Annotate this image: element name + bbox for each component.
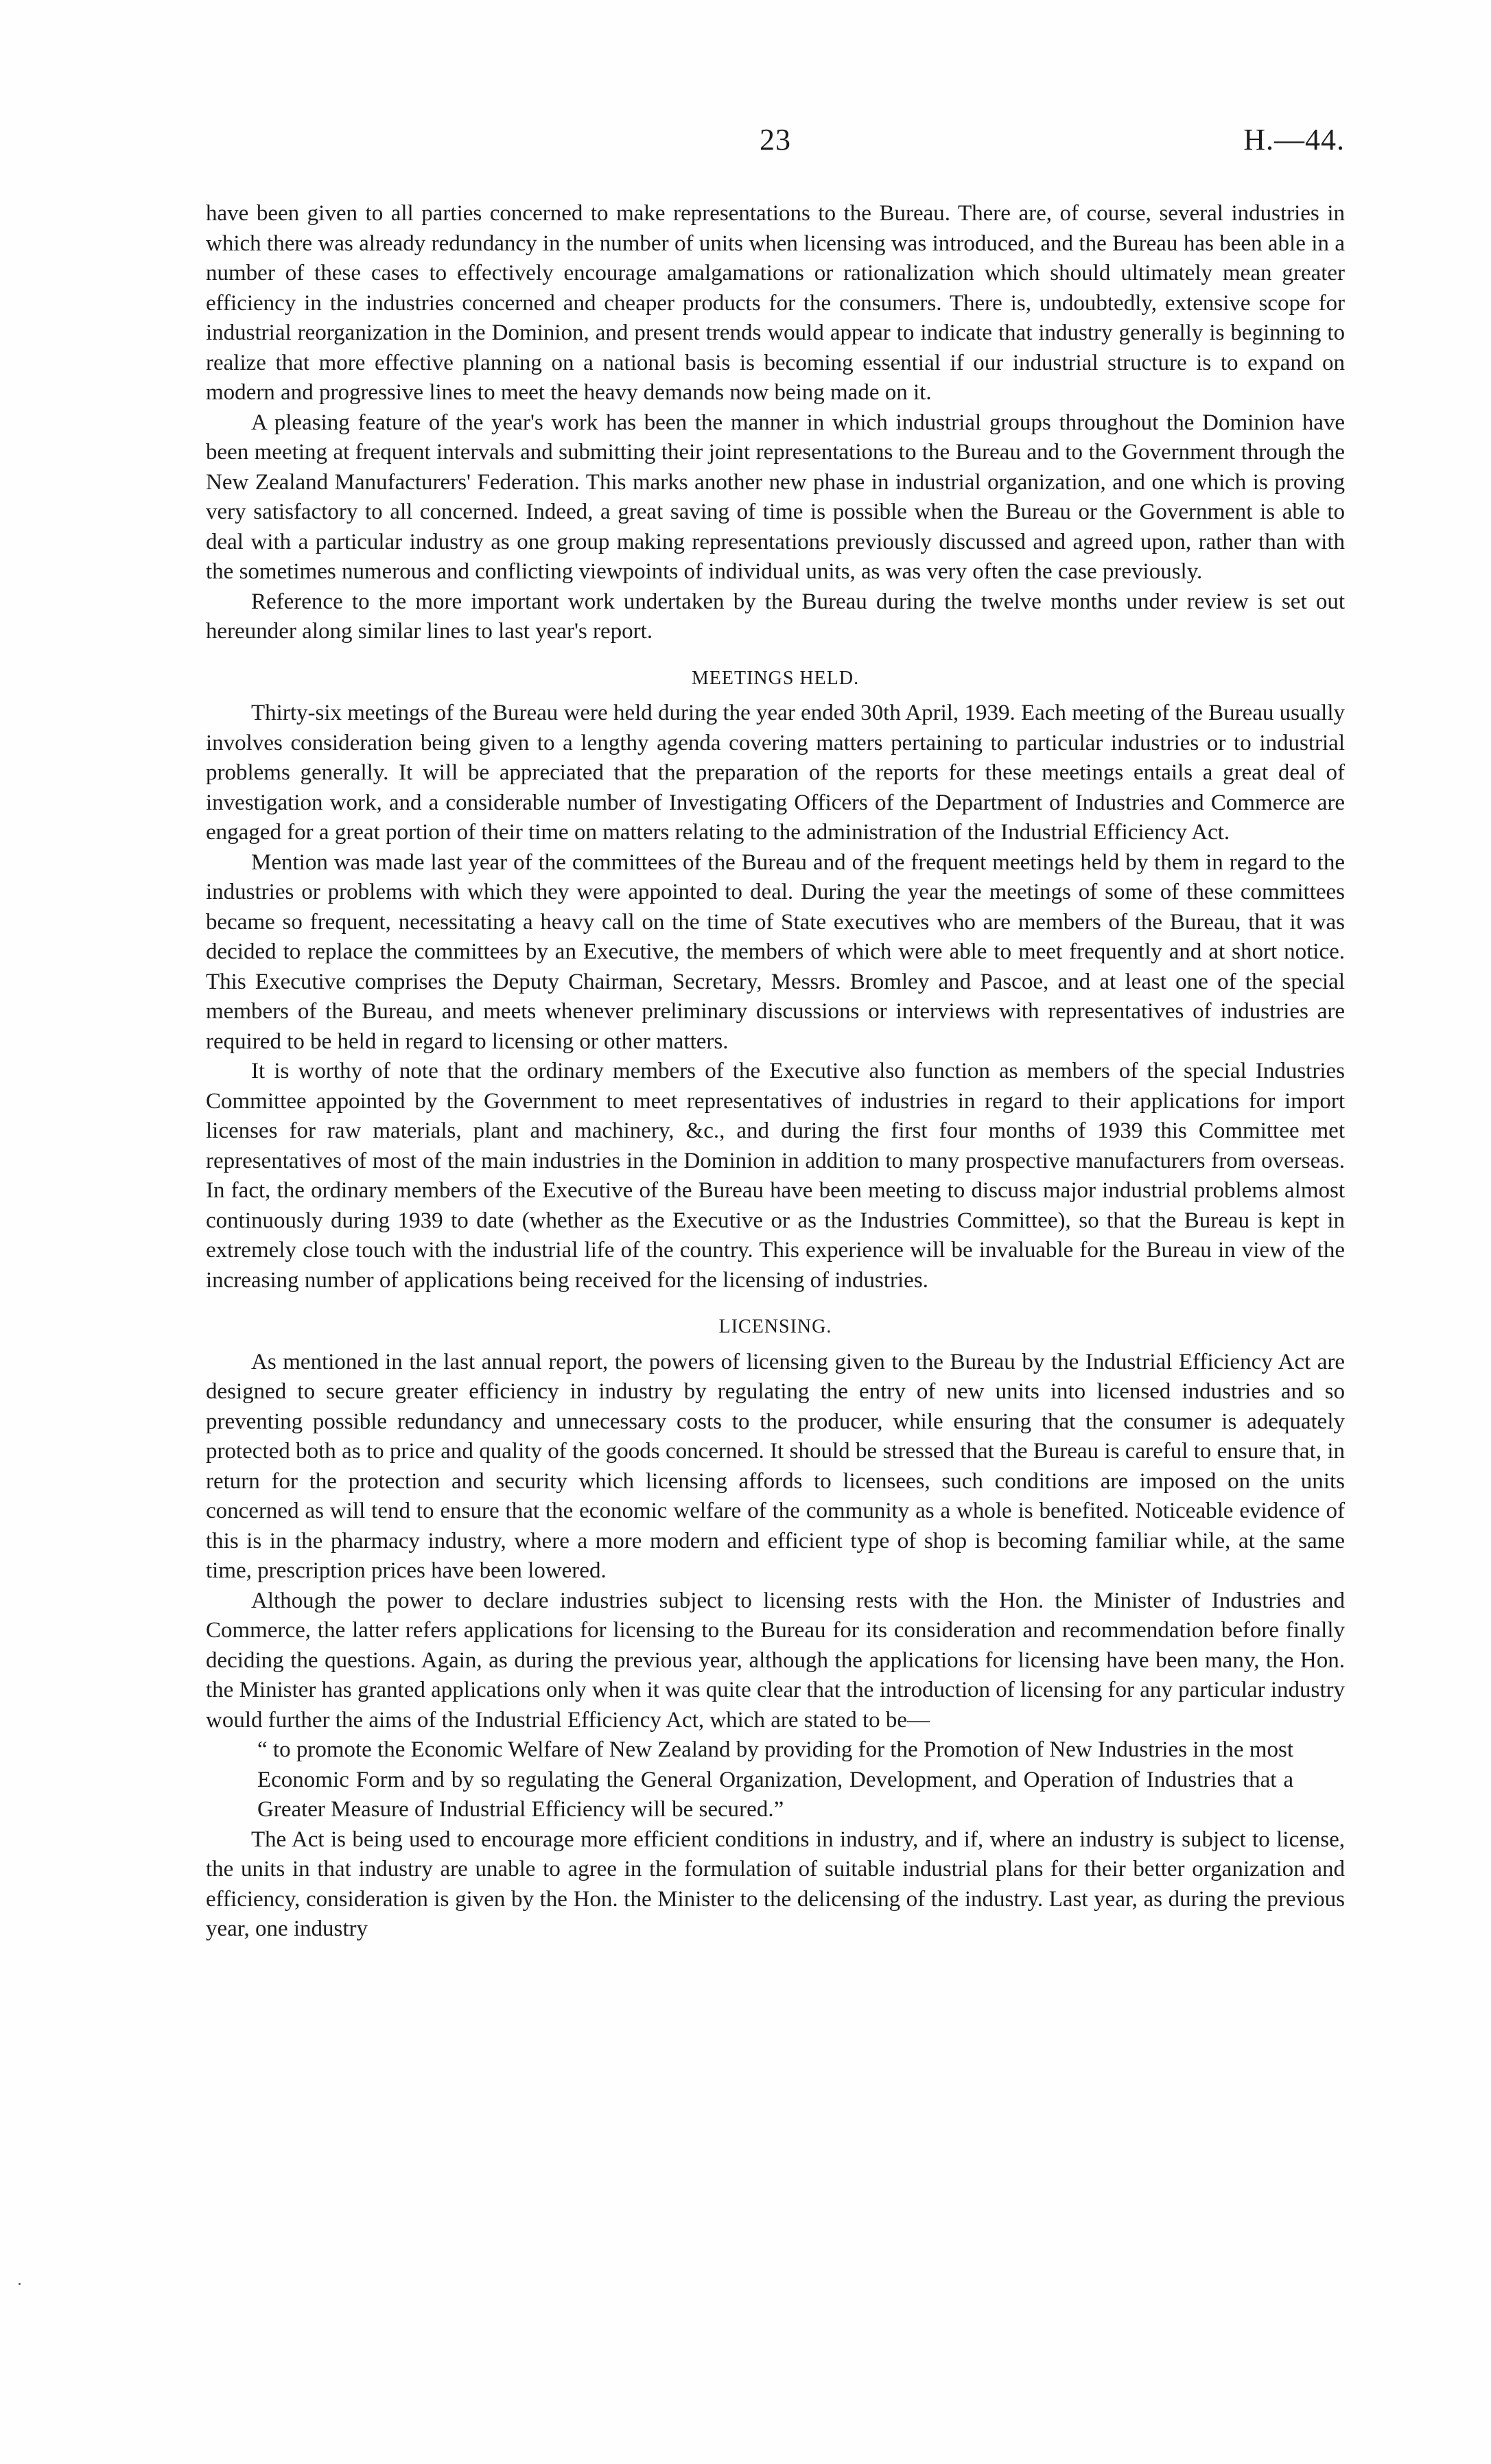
act-quotation: “ to promote the Economic Welfare of New Zealand by providing for the Promotion of New Industries in the most Economic Form and by so regulating the General Organization, Development, and Operation of Industries that a Greater Measure of Industrial Efficiency will be secured.”	[257, 1737, 1293, 1822]
paragraph-licensing-powers: As mentioned in the last annual report, the powers of licensing given to the Bureau by the Industrial Efficiency Act are designed to secure greater efficiency in industry by regulating the entry of new units into licensed industries and so preventing possible redundancy and unnecessary costs to the producer, while ensuring that the consumer is adequately protected both as to price and quality of the goods concerned. It should be stressed that the Bureau is careful to ensure that, in return for the protection and security which licensing affords to licensees, such conditions are imposed on the units concerned as will tend to ensure that the economic welfare of the community as a whole is benefited. Noticeable evidence of this is in the pharmacy industry, where a more modern and efficient type of shop is becoming familiar while, at the same time, prescription prices have been lowered.	[206, 1349, 1345, 1583]
act-quotation-block	[257, 1735, 1345, 1825]
paragraph-committees: Mention was made last year of the committees of the Bureau and of the frequent meetings held by them in regard to the industries or problems with which they were appointed to deal. During the year the meetings of some of these committees became so frequent, necessitating a heavy call on the time of State executives who are members of the Bureau, that it was decided to replace the committees by an Executive, the members of which were able to meet frequently and at short notice. This Executive comprises the Deputy Chairman, Secretary, Messrs. Bromley and Pascoe, and at least one of the special members of the Bureau, and meets whenever preliminary discussions or interviews with representatives of industries are required to be held in regard to licensing or other matters.	[206, 849, 1345, 1054]
page-header	[206, 122, 1345, 163]
paragraph-meetings-count: Thirty-six meetings of the Bureau were held during the year ended 30th April, 1939. Each meeting of the Bureau usually involves consideration being given to a lengthy agenda covering matters pertaining to particular industries or to industrial problems generally. It will be appreciated that the preparation of the reports for these meetings entails a great deal of investigation work, and a considerable number of Investigating Officers of the Department of Industries and Commerce are engaged for a great portion of their time on matters relating to the administration of the Industrial Efficiency Act.	[206, 701, 1345, 845]
licensing-heading: LICENSING.	[718, 1316, 832, 1337]
report-body	[206, 199, 1345, 1945]
paragraph-delicensing: The Act is being used to encourage more efficient conditions in industry, and if, where an industry is subject to license, the units in that industry are unable to agree in the formulation of suitable industrial plans for their better organization and efficiency, consideration is given by the Hon. the Minister to the delicensing of the industry. Last year, as during the previous year, one industry	[206, 1827, 1345, 1941]
paper-speck	[19, 2283, 21, 2285]
paragraph-industries-committee: It is worthy of note that the ordinary members of the Executive also function as members of the special Industries Committee appointed by the Government to meet representatives of industries in regard to their applications for import licenses for raw materials, plant and machinery, &c., and during the first four months of 1939 this Committee met representatives of most of the main industries in the Dominion in addition to many prospective manufacturers from overseas. In fact, the ordinary members of the Executive of the Bureau have been meeting to discuss major industrial problems almost continuously during 1939 to date (whether as the Executive or as the Industries Committee), so that the Bureau is kept in extremely close touch with the industrial life of the country. This experience will be invaluable for the Bureau in view of the increasing number of applications being received for the licensing of industries.	[206, 1059, 1345, 1293]
paragraph-industrial-groups: A pleasing feature of the year's work has been the manner in which industrial groups throughout the Dominion have been meeting at frequent intervals and submitting their joint representations to the Bureau and to the Government through the New Zealand Manufacturers' Federation. This marks another new phase in industrial organization, and one which is proving very satisfactory to all concerned. Indeed, a great saving of time is possible when the Bureau or the Government is able to deal with a particular industry as one group making representations previously discussed and agreed upon, rather than with the sometimes numerous and conflicting viewpoints of individual units, as was very often the case previously.	[206, 410, 1345, 584]
paragraph-reference: Reference to the more important work undertaken by the Bureau during the twelve months under review is set out hereunder along similar lines to last year's report.	[206, 589, 1345, 644]
page-number: 23	[760, 123, 791, 156]
paragraph-licensing-minister: Although the power to declare industries subject to licensing rests with the Hon. the Minister of Industries and Commerce, the latter refers applications for licensing to the Bureau for its consideration and recommendation before finally deciding the questions. Again, as during the previous year, although the applications for licensing have been many, the Hon. the Minister has granted applications only when it was quite clear that the introduction of licensing for any particular industry would further the aims of the Industrial Efficiency Act, which are stated to be—	[206, 1588, 1345, 1733]
paragraph-continuation: have been given to all parties concerned to make representations to the Bureau. There are, of course, several industries in which there was already redundancy in the number of units when licensing was introduced, and the Bureau has been able in a number of these cases to effectively encourage amalgamations or rationalization which should ultimately mean greater efficiency in the industries concerned and cheaper products for the consumers. There is, undoubtedly, extensive scope for industrial reorganization in the Dominion, and present trends would appear to indicate that industry generally is beginning to realize that more effective planning on a national basis is becoming essential if our industrial structure is to expand on modern and progressive lines to meet the heavy demands now being made on it.	[206, 201, 1345, 405]
document-reference: H.—44.	[1243, 123, 1345, 156]
meetings-heading: MEETINGS HELD.	[691, 667, 860, 689]
